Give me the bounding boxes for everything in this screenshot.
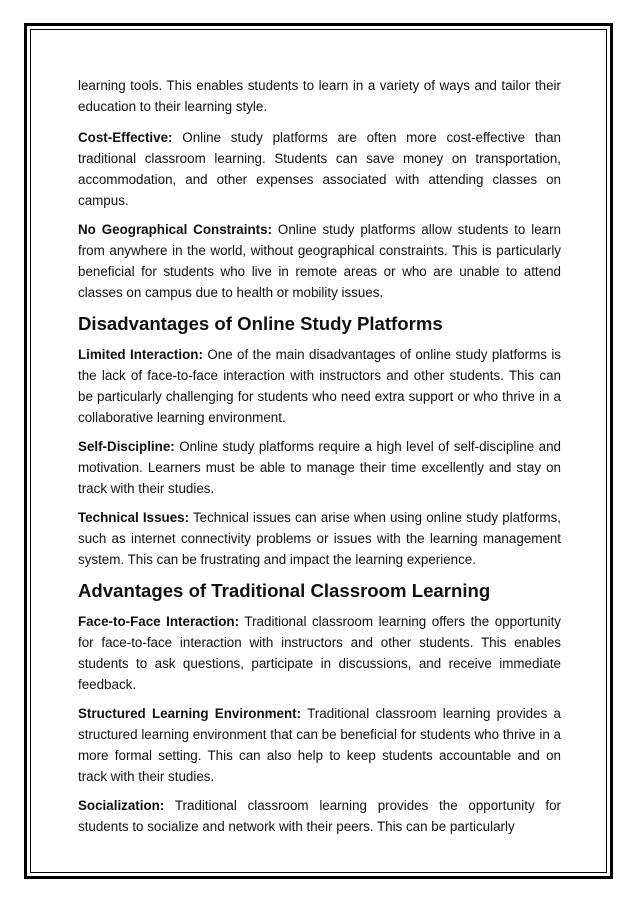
term-label: Cost-Effective: bbox=[78, 130, 173, 145]
paragraph-cost-effective bbox=[78, 127, 561, 211]
paragraph-text: One of the main disadvantages of online study platforms is the lack of face-to-face interaction with instructors and other students. This can be particularly challenging for students who need extra support or who thrive in a collaborative learning environment. bbox=[78, 347, 561, 425]
paragraph-limited-interaction bbox=[78, 344, 561, 428]
paragraph-text: Online study platforms allow students to learn from anywhere in the world, without geographical constraints. This is particularly beneficial for students who live in remote areas or who are unable to attend classes on campus due to health or mobility issues. bbox=[78, 222, 561, 300]
paragraph-face-to-face-interaction bbox=[78, 611, 561, 695]
term-label: Technical Issues: bbox=[78, 510, 190, 525]
paragraph-self-discipline bbox=[78, 436, 561, 499]
paragraph-text: Traditional classroom learning provides a structured learning environment that can be beneficial for students who thrive in a more formal setting. This can also help to keep students accountable and on track with their studies. bbox=[78, 706, 561, 784]
paragraph-text: Traditional classroom learning offers the opportunity for face-to-face interaction with instructors and other students. This enables students to ask questions, participate in discussions, and receive immediate feedback. bbox=[78, 614, 562, 692]
page-content bbox=[78, 75, 561, 845]
paragraph-text: Online study platforms require a high level of self-discipline and motivation. Learners must be able to manage their time excellently and stay on track with their studies. bbox=[78, 439, 561, 496]
section-heading-advantages-traditional: Advantages of Traditional Classroom Learning bbox=[78, 580, 491, 601]
term-label: Structured Learning Environment: bbox=[78, 706, 302, 721]
paragraph-text: Technical issues can arise when using online study platforms, such as internet connectivity problems or issues with the learning management system. This can be frustrating and impact the learning experience. bbox=[78, 510, 561, 567]
paragraph-text: Traditional classroom learning provides the opportunity for students to socialize and network with their peers. This can be particularly bbox=[78, 798, 561, 834]
term-label: Limited Interaction: bbox=[78, 347, 203, 362]
section-heading-disadvantages: Disadvantages of Online Study Platforms bbox=[78, 313, 443, 334]
intro-paragraph: learning tools. This enables students to learn in a variety of ways and tailor their education to their learning style. bbox=[78, 78, 561, 114]
paragraph-no-geographical-constraints bbox=[78, 219, 561, 303]
paragraph-structured-learning-environment bbox=[78, 703, 561, 787]
term-label: Face-to-Face Interaction: bbox=[78, 614, 240, 629]
term-label: Self-Discipline: bbox=[78, 439, 175, 454]
term-label: Socialization: bbox=[78, 798, 165, 813]
paragraph-technical-issues bbox=[78, 507, 561, 570]
paragraph-text: Online study platforms are often more cost-effective than traditional classroom learning. Students can save money on transportation, accommodation, and other expenses associated with attending classes on campus. bbox=[78, 130, 561, 208]
term-label: No Geographical Constraints: bbox=[78, 222, 273, 237]
paragraph-socialization bbox=[78, 795, 561, 837]
